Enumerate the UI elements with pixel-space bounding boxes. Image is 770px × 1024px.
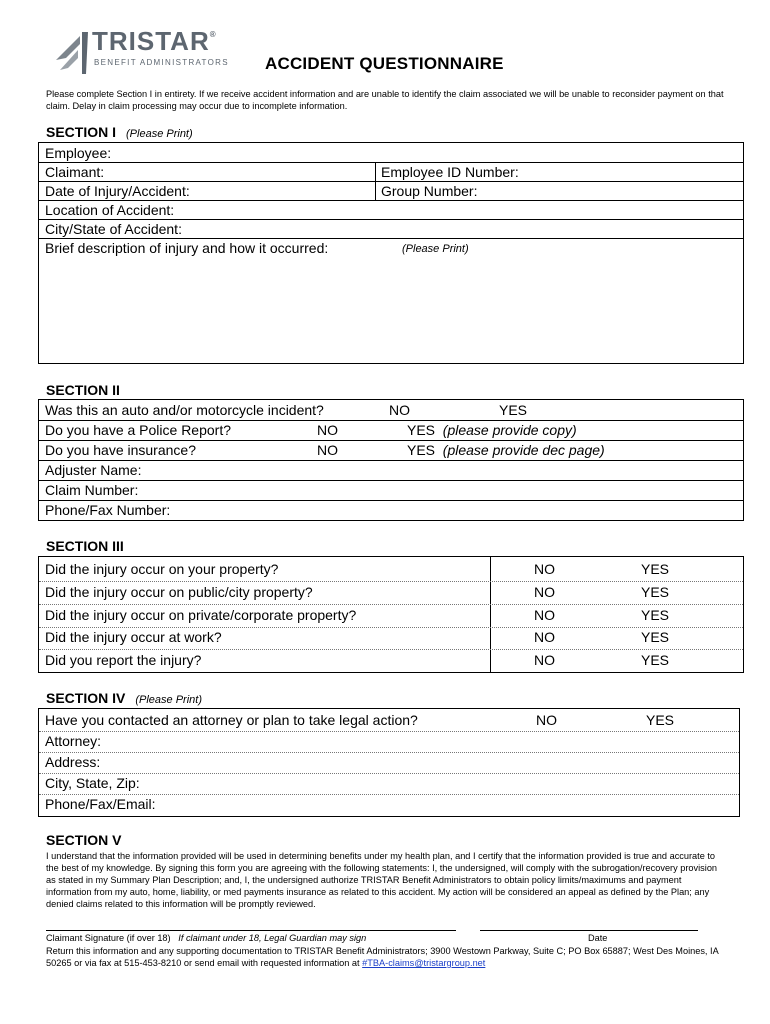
section3-heading: SECTION III: [46, 538, 124, 554]
private-property-yes[interactable]: YES: [641, 607, 670, 623]
claims-email-link[interactable]: #TBA-claims@tristargroup.net: [362, 958, 486, 968]
insurance-question: Do you have insurance?: [45, 442, 196, 458]
public-property-no[interactable]: NO: [534, 584, 555, 600]
attorney-question: Have you contacted an attorney or plan to take legal action?: [45, 712, 418, 728]
q-private-property: Did the injury occur on private/corporate property?: [45, 607, 357, 623]
return-instructions: Return this information and any supporting documentation to TRISTAR Benefit Administrators; 3900 Westown Parkway, Suite C; PO Box 65887; West Des Moines, IA 50265 or via fax at 515-453-8210 or send email with requested information at #TBA-claims@tristargroup.net: [46, 946, 719, 968]
public-property-yes[interactable]: YES: [641, 584, 670, 600]
date-line[interactable]: [480, 930, 698, 931]
section4-heading: SECTION IV (Please Print): [46, 690, 202, 706]
adjuster-name-field[interactable]: Adjuster Name:: [45, 462, 142, 478]
section3-box: [38, 556, 744, 673]
description-label: Brief description of injury and how it occurred:: [45, 240, 329, 256]
signature-line[interactable]: [46, 930, 456, 931]
tristar-logo-icon: [52, 30, 92, 76]
address-field[interactable]: Address:: [45, 754, 101, 770]
group-number-field[interactable]: Group Number:: [381, 183, 478, 199]
consent-statement: I understand that the information provided will be used in determining benefits under my health plan, and I certify that the information provided is true and accurate to the best of my knowledge. By signing this form you are agreeing with the following statements: I, the undersigned, will comply with the subrogation/recovery provision as stated in my Summary Plan Description; and, I, the undersigned authorize TRISTAR Benefit Administrators to obtain policy limits/maximums and payment information from my auto, home, liability, or med payments insurance as related to this accident. My action will be considered an appeal as defined by the Plan; any denied claims related to this information will be promptly reviewed.: [46, 851, 718, 909]
signature-label: Claimant Signature (if over 18) If claimant under 18, Legal Guardian may sign: [46, 933, 367, 943]
description-note: (Please Print): [402, 243, 469, 255]
phone-fax-field[interactable]: Phone/Fax Number:: [45, 502, 171, 518]
tristar-logo: [52, 26, 229, 80]
q-own-property: Did the injury occur on your property?: [45, 561, 279, 577]
auto-incident-question: Was this an auto and/or motorcycle incident?: [45, 402, 324, 418]
attorney-no-option[interactable]: NO: [536, 712, 557, 728]
city-state-field[interactable]: City/State of Accident:: [45, 221, 182, 237]
attorney-yes-option[interactable]: YES: [646, 712, 675, 728]
employee-field[interactable]: Employee:: [45, 145, 112, 161]
claimant-field[interactable]: Claimant:: [45, 164, 105, 180]
phone-fax-email-field[interactable]: Phone/Fax/Email:: [45, 796, 156, 812]
reported-injury-yes[interactable]: YES: [641, 652, 670, 668]
attorney-field[interactable]: Attorney:: [45, 733, 102, 749]
at-work-yes[interactable]: YES: [641, 629, 670, 645]
police-no-option[interactable]: NO: [317, 422, 338, 438]
city-state-zip-field[interactable]: City, State, Zip:: [45, 775, 140, 791]
section2-box: [38, 399, 744, 521]
description-textarea[interactable]: [39, 259, 743, 363]
insurance-yes-option[interactable]: YES (please provide dec page): [407, 442, 605, 458]
intro-text: Please complete Section I in entirety. If we receive accident information and are unable to identify the claim associated we will be unable to reconsider payment on that claim. Delay in claim processing may occur due to incomplete information.: [46, 89, 724, 111]
q-at-work: Did the injury occur at work?: [45, 629, 222, 645]
police-yes-option[interactable]: YES (please provide copy): [407, 422, 577, 438]
location-field[interactable]: Location of Accident:: [45, 202, 175, 218]
auto-no-option[interactable]: NO: [389, 402, 410, 418]
q-reported-injury: Did you report the injury?: [45, 652, 202, 668]
police-report-question: Do you have a Police Report?: [45, 422, 231, 438]
insurance-no-option[interactable]: NO: [317, 442, 338, 458]
auto-yes-option[interactable]: YES: [499, 402, 528, 418]
section1-heading: SECTION I (Please Print): [46, 124, 193, 140]
date-label: Date: [588, 933, 608, 943]
own-property-no[interactable]: NO: [534, 561, 555, 577]
logo-subtitle: BENEFIT ADMINISTRATORS: [94, 58, 229, 67]
q-public-property: Did the injury occur on public/city property?: [45, 584, 313, 600]
page-title: ACCIDENT QUESTIONNAIRE: [265, 54, 504, 73]
own-property-yes[interactable]: YES: [641, 561, 670, 577]
reported-injury-no[interactable]: NO: [534, 652, 555, 668]
date-of-injury-field[interactable]: Date of Injury/Accident:: [45, 183, 190, 199]
section4-box: [38, 708, 740, 817]
section1-box: [38, 142, 744, 364]
claim-number-field[interactable]: Claim Number:: [45, 482, 139, 498]
logo-name: TRISTAR®: [92, 26, 217, 56]
private-property-no[interactable]: NO: [534, 607, 555, 623]
section5-heading: SECTION V: [46, 832, 122, 848]
at-work-no[interactable]: NO: [534, 629, 555, 645]
section2-heading: SECTION II: [46, 382, 120, 398]
employee-id-field[interactable]: Employee ID Number:: [381, 164, 519, 180]
